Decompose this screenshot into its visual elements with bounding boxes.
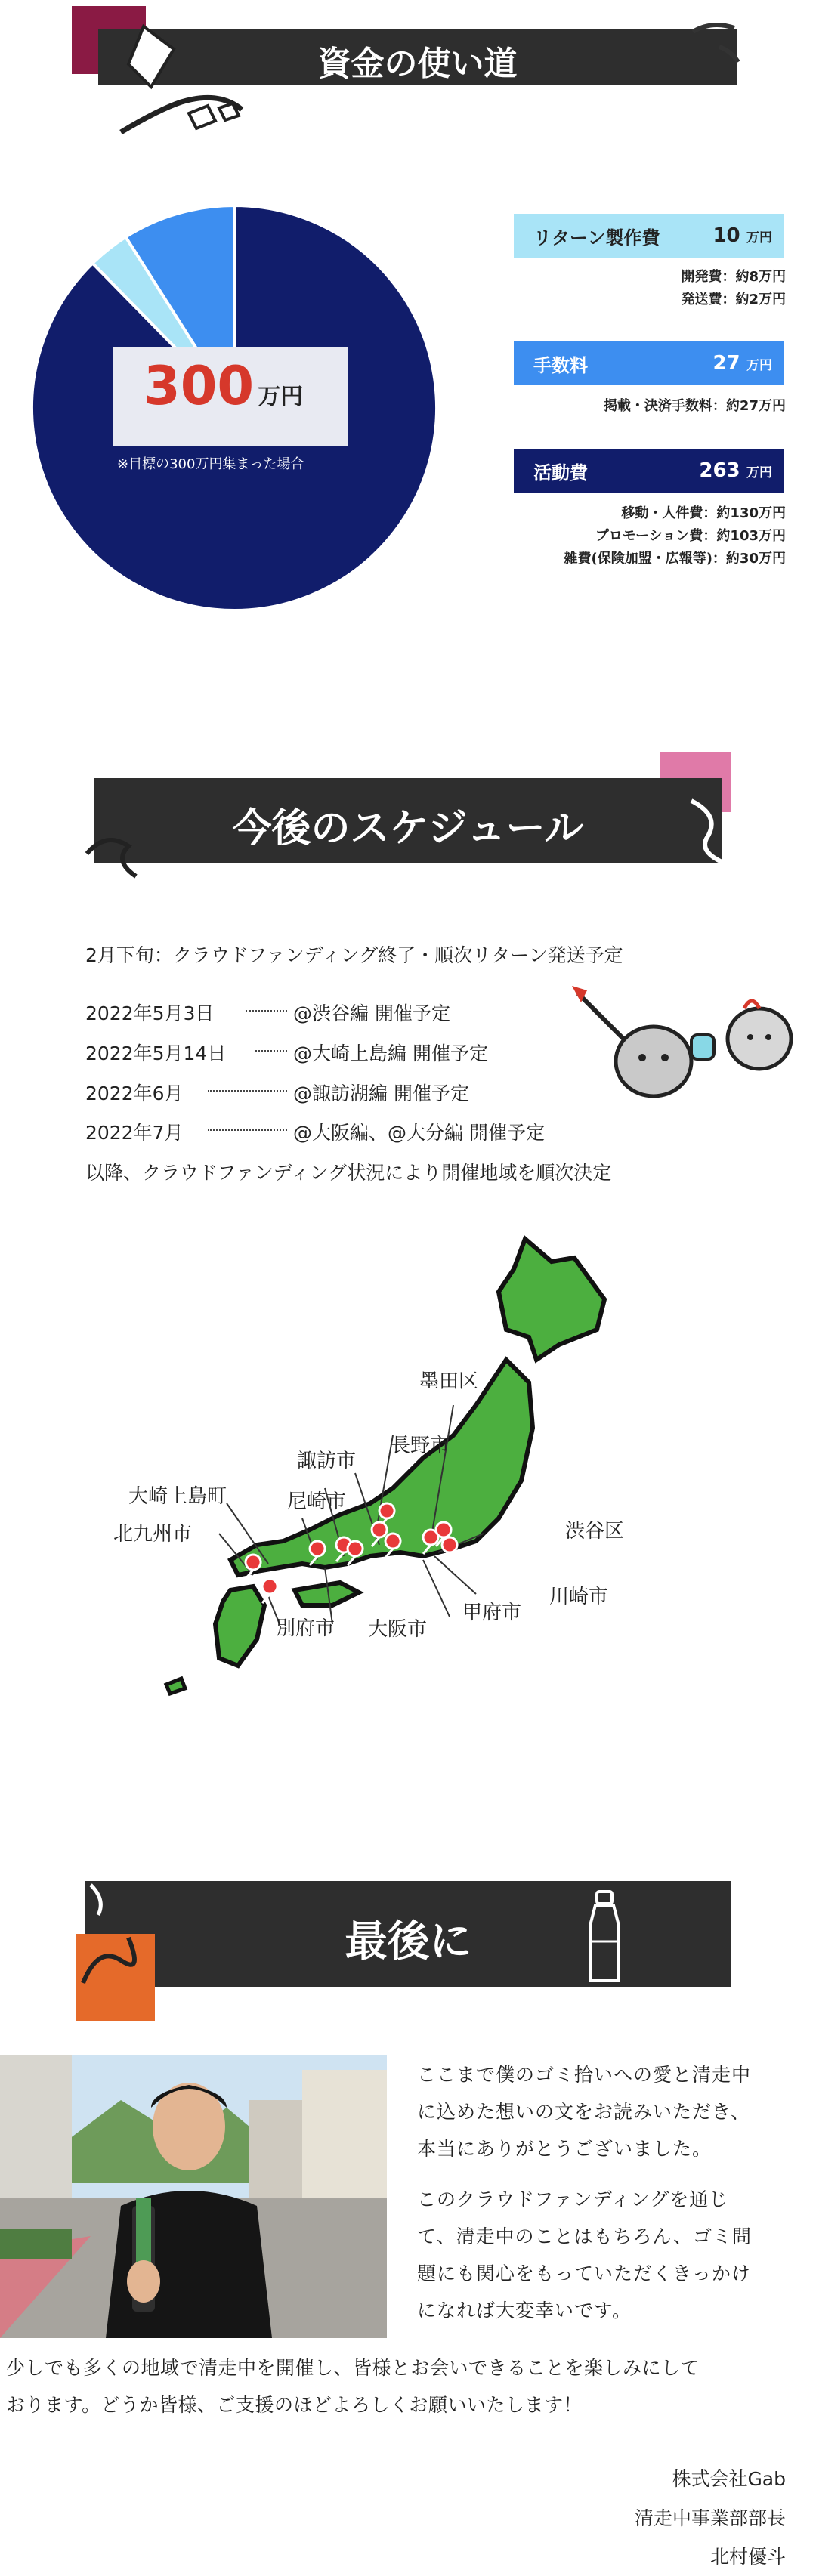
schedule-banner [94, 778, 722, 863]
schedule-date: 2022年7月 [85, 1122, 184, 1144]
japan-map [151, 1231, 620, 1715]
person-photo [0, 2055, 387, 2338]
pie-note: ※目標の300万円集まった場合 [117, 456, 304, 472]
schedule-intro: 2月下旬：クラウドファンディング終了・順次リターン発送予定 [85, 944, 623, 966]
closing-paragraph-2: このクラウドファンディングを通じ て、清走中のことはもちろん、ゴミ問 題にも関心をもっていただくきっかけ になれば大変幸いです。 [417, 2188, 753, 2321]
map-label-osaka: 大阪市 [368, 1618, 428, 1641]
closing-paragraph-1: ここまで僕のゴミ拾いへの愛と清走中 に込めた想いの文をお読みいただき、 本当にありがとうございました。 [417, 2064, 752, 2160]
map-label-beppu: 別府市 [276, 1617, 335, 1640]
schedule-event: @諏訪湖編 開催予定 [293, 1083, 469, 1104]
map-label-sumida: 墨田区 [419, 1370, 479, 1393]
budget-item-name: リターン製作費 [533, 227, 660, 249]
pie-total-unit: 万円 [258, 384, 304, 410]
trash-doodle-icon [113, 19, 272, 155]
map-label-suwa: 諏訪市 [297, 1450, 357, 1472]
pie-center-box [113, 347, 348, 446]
closing-banner [85, 1881, 731, 1987]
map-label-amagasaki: 尼崎市 [287, 1490, 347, 1513]
map-label-osakikamijima: 大崎上島町 [128, 1485, 227, 1508]
closing-paragraph-3: 少しでも多くの地域で清走中を開催し、皆様とお会いできることを楽しみにして おります。どうか皆様、ご支援のほどよろしくお願いいたします！ [6, 2357, 700, 2416]
budget-item-amount: 27 [712, 352, 740, 375]
budget-item-activity: 活動費 263 万円 [514, 449, 784, 493]
budget-item-amount: 263 [699, 459, 740, 482]
funds-corner-scribble-icon [689, 17, 742, 69]
mascot-characters-icon [570, 978, 812, 1114]
map-label-shibuya: 渋谷区 [565, 1520, 625, 1543]
budget-item-activity-details: 移動・人件費：約130万円 プロモーション費：約103万円 雑費(保険加盟・広報等)：約30万円 [564, 505, 786, 567]
schedule-scribble-icon [83, 823, 144, 884]
signature-department: 清走中事業部部長 [634, 2507, 786, 2529]
budget-item-return-details: 開発費：約8万円 発送費：約2万円 [681, 269, 786, 307]
schedule-date: 2022年5月3日 [85, 1002, 215, 1024]
budget-item-name: 活動費 [533, 462, 588, 483]
signature-company: 株式会社Gab [672, 2468, 786, 2490]
map-label-kitakyushu: 北九州市 [113, 1523, 193, 1546]
signature-name: 北村優斗 [709, 2546, 786, 2568]
schedule-event: @渋谷編 開催予定 [293, 1002, 450, 1024]
closing-scribble-icon [76, 1870, 166, 1998]
map-label-nagano: 長野市 [391, 1435, 450, 1457]
schedule-event: @大崎上島編 開催予定 [293, 1042, 488, 1064]
bottle-icon [582, 1889, 627, 1987]
schedule-date: 2022年5月14日 [85, 1042, 227, 1064]
budget-item-fee-details: 掲載・決済手数料：約27万円 [603, 398, 786, 414]
budget-item-fee: 手数料 27 万円 [514, 341, 784, 385]
schedule-outro: 以降、クラウドファンディング状況により開催地域を順次決定 [85, 1162, 612, 1184]
map-label-kofu: 甲府市 [462, 1602, 522, 1624]
schedule-corner-scribble-icon [684, 793, 737, 869]
pie-total-number: 300 [144, 355, 255, 417]
map-label-kawasaki: 川崎市 [549, 1586, 609, 1608]
budget-item-return: リターン製作費 10 万円 [514, 214, 784, 258]
schedule-title: 今後のスケジュール [232, 806, 584, 851]
schedule-date: 2022年6月 [85, 1083, 184, 1104]
budget-item-amount: 10 [712, 224, 740, 247]
schedule-event: @大阪編、@大分編 開催予定 [293, 1122, 545, 1144]
funds-title: 資金の使い道 [317, 45, 518, 83]
closing-title: 最後に [345, 1917, 472, 1966]
budget-item-name: 手数料 [533, 354, 588, 376]
